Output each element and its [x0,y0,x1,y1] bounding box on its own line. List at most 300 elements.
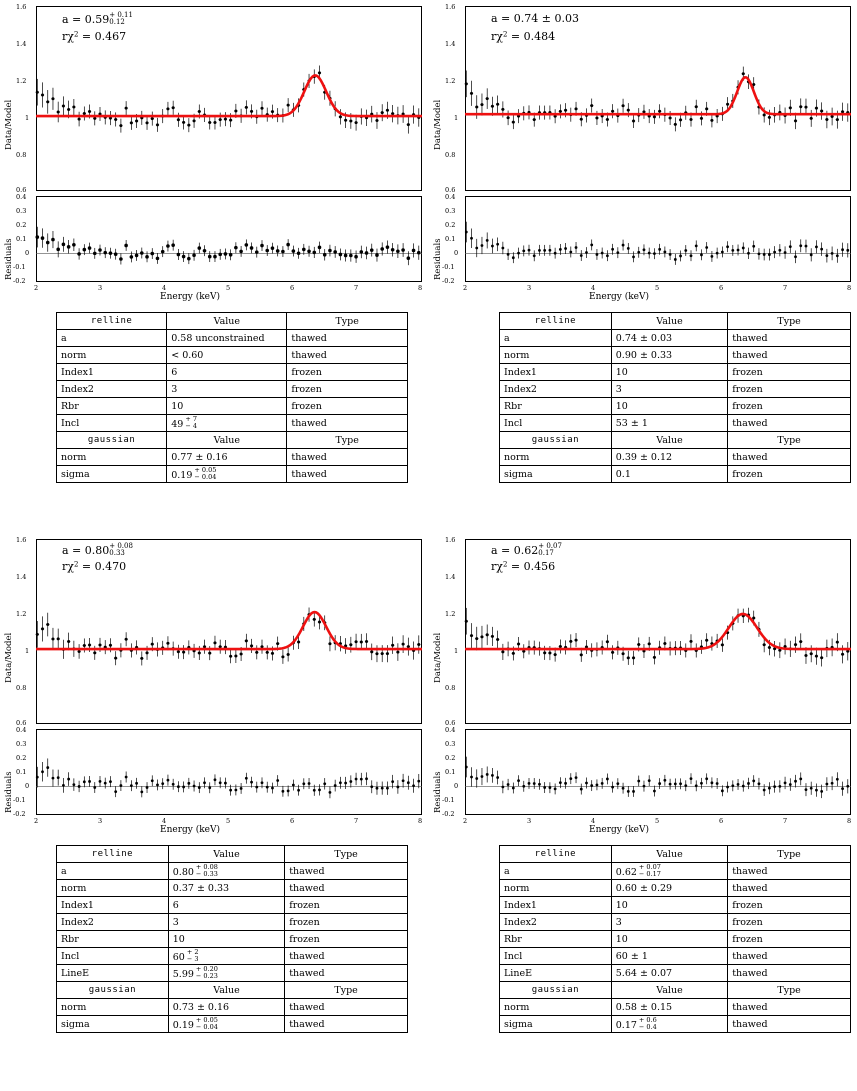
param-name: norm [500,999,612,1016]
ytick-bot-0.3: 0.3 [445,740,456,748]
ytick-bot-0.1: 0.1 [16,768,27,776]
table-row [500,415,851,432]
table-col-type: Type [287,313,408,330]
annot-chi-sup: 2 [73,560,79,569]
xtick-5: 5 [226,284,231,292]
ytick-bot-0.2: 0.2 [16,754,27,762]
xtick-8: 8 [418,817,423,825]
table-row [57,1016,408,1033]
param-name: Incl [500,948,612,965]
ytick-top-1: 1 [25,647,30,655]
xtick-3: 3 [527,817,532,825]
param-name: Index2 [57,914,169,931]
table-model-name: gaussian [500,432,612,449]
ytick-top-1.6: 1.6 [445,536,456,544]
annot-chi-sup: 2 [73,30,79,39]
param-value-main: 0.19 [171,469,193,481]
annot-chi-value: = 0.456 [510,560,556,573]
param-value: 53 ± 1 [611,415,727,432]
xtick-5: 5 [226,817,231,825]
annot-a-err-dn: 0.12 [109,18,125,26]
panel-top-right [429,0,857,520]
param-type: thawed [285,965,408,982]
xtick-7: 7 [783,284,788,292]
param-name: norm [500,449,612,466]
param-type: thawed [728,948,851,965]
param-name: norm [57,999,169,1016]
table-model-name: relline [500,313,612,330]
annot-chi-label: rχ [62,560,74,573]
plot-canvas-top-right [429,0,857,300]
xtick-6: 6 [290,817,295,825]
table-row [500,914,851,931]
table-row [57,897,408,914]
table-col-value: Value [611,313,727,330]
xtick-8: 8 [418,284,423,292]
param-name: Incl [57,948,169,965]
param-err-up: + 0.07 [638,863,661,871]
xtick-2: 2 [34,817,39,825]
param-value-main: 0.80 [172,866,194,878]
param-name: a [57,863,169,880]
panel-bottom-left [0,533,428,1091]
param-type: frozen [728,897,851,914]
table-col-value: Value [167,313,287,330]
table-relline-top-right [499,312,851,483]
table-header-row [500,432,851,449]
table-row [57,863,408,880]
table-row [57,931,408,948]
param-type: thawed [728,347,851,364]
annot-chi-value: = 0.470 [81,560,127,573]
ytick-bot-0.4: 0.4 [445,193,456,201]
param-value [167,415,287,432]
param-value: 3 [611,381,727,398]
table-row [500,364,851,381]
param-name: sigma [57,1016,169,1033]
ytick-bot-0.2: 0.2 [16,221,27,229]
param-value: 60 ± 1 [611,948,727,965]
ytick-bot--0.1: -0.1 [442,796,455,804]
xtick-8: 8 [847,284,852,292]
param-type: thawed [728,449,851,466]
param-type: thawed [287,330,408,347]
annot-a-label: a = 0.74 ± 0.03 [491,12,579,25]
ytick-top-1.4: 1.4 [16,40,27,48]
param-value: 0.73 ± 0.16 [168,999,284,1016]
ytick-top-1: 1 [454,114,459,122]
ytick-bot--0.2: -0.2 [13,277,26,285]
ytick-bot--0.2: -0.2 [442,810,455,818]
param-name: Rbr [57,931,169,948]
table-row [57,880,408,897]
table-header-row [500,846,851,863]
ytick-top-0.6: 0.6 [16,186,27,194]
ytick-top-0.6: 0.6 [445,186,456,194]
param-name: Incl [57,415,167,432]
ytick-top-1.2: 1.2 [445,77,456,85]
param-value [168,965,284,982]
param-err-up: + 0.08 [195,863,218,871]
table-relline-bottom-right [499,845,851,1033]
param-value [168,948,284,965]
param-type: frozen [285,897,408,914]
param-type: thawed [285,1016,408,1033]
annot-chi-label: rχ [62,30,74,43]
plot-canvas-top-left [0,0,428,300]
ytick-top-1: 1 [454,647,459,655]
table-row [57,381,408,398]
annot-a-label: a = 0.59 [62,12,110,26]
param-value [611,1016,727,1033]
param-value: 0.39 ± 0.12 [611,449,727,466]
ytick-bot-0: 0 [25,782,30,790]
param-type: thawed [287,347,408,364]
ytick-bot-0.3: 0.3 [16,207,27,215]
ytick-top-0.8: 0.8 [445,684,456,692]
table-row [500,1016,851,1033]
ytick-bot--0.1: -0.1 [13,263,26,271]
ytick-bot-0.4: 0.4 [16,193,27,201]
param-value: 10 [611,398,727,415]
ytick-top-1.2: 1.2 [16,610,27,618]
param-name: norm [500,880,612,897]
annot-chi-value: = 0.467 [81,30,127,43]
param-name: Incl [500,415,612,432]
param-value-main: 5.99 [172,968,194,980]
table-row [500,398,851,415]
param-type: thawed [728,999,851,1016]
param-err-dn: − 0.23 [195,971,218,980]
table-row [500,466,851,483]
xtick-8: 8 [847,817,852,825]
param-name: Rbr [500,398,612,415]
param-err-dn: − 0.33 [195,869,218,878]
table-model-name: gaussian [500,982,612,999]
ytick-bot-0: 0 [454,249,459,257]
param-type: thawed [728,415,851,432]
ytick-top-1.4: 1.4 [445,573,456,581]
param-type: thawed [287,466,408,483]
table-row [500,880,851,897]
ytick-bot-0.1: 0.1 [445,235,456,243]
table-row [500,863,851,880]
panel-bottom-right [429,533,857,1091]
table-row [57,330,408,347]
ytick-top-1.2: 1.2 [445,610,456,618]
table-row [57,965,408,982]
table-relline-top-left [56,312,408,483]
table-row [500,931,851,948]
ytick-bot--0.1: -0.1 [442,263,455,271]
param-type: frozen [287,364,408,381]
table-col-value: Value [611,432,727,449]
ytick-bot-0.2: 0.2 [445,221,456,229]
table-col-type: Type [728,313,851,330]
annot-chi-label: rχ [491,560,503,573]
param-type: frozen [728,364,851,381]
x-axis-title: Energy (keV) [589,825,650,835]
table-row [57,415,408,432]
ytick-bot--0.2: -0.2 [13,810,26,818]
param-name: sigma [57,466,167,483]
param-value-main: 49 [171,418,184,430]
table-col-type: Type [285,846,408,863]
param-type: thawed [287,415,408,432]
param-value: 0.60 ± 0.29 [611,880,727,897]
table-header-row [57,982,408,999]
param-name: Index1 [500,897,612,914]
param-type: frozen [728,466,851,483]
param-type: thawed [285,948,408,965]
param-name: LineE [500,965,612,982]
ytick-top-1.6: 1.6 [16,3,27,11]
table-row [500,965,851,982]
y-axis-label-top: Data/Model [4,632,14,683]
param-name: a [500,330,612,347]
x-axis-title: Energy (keV) [160,292,221,302]
table-relline-bottom-left [56,845,408,1033]
param-type: thawed [728,1016,851,1033]
annot-chi-label: rχ [491,30,503,43]
param-err-up: + 0.05 [194,466,217,474]
ytick-bot-0.2: 0.2 [445,754,456,762]
table-header-row [57,432,408,449]
param-err-dn: − 3 [186,954,199,963]
param-err-up: + 0.6 [638,1016,657,1024]
param-type: thawed [285,880,408,897]
param-value-main: 0.19 [172,1019,194,1031]
param-err-dn: − 0.04 [195,1022,218,1031]
param-type: frozen [728,398,851,415]
param-name: Rbr [57,398,167,415]
table-row [500,347,851,364]
annot-a-err-dn: 0.17 [538,549,554,557]
param-type: thawed [728,880,851,897]
table-col-type: Type [728,982,851,999]
param-name: Index1 [500,364,612,381]
xtick-7: 7 [354,284,359,292]
ytick-bot-0.1: 0.1 [445,768,456,776]
param-name: norm [500,347,612,364]
table-header-row [57,846,408,863]
x-axis-title: Energy (keV) [160,825,221,835]
param-name: Index2 [57,381,167,398]
table-row [500,999,851,1016]
table-row [57,449,408,466]
table-row [57,398,408,415]
param-type: frozen [285,914,408,931]
table-row [500,897,851,914]
table-col-value: Value [168,982,284,999]
param-type: frozen [728,914,851,931]
ytick-bot--0.2: -0.2 [442,277,455,285]
ytick-top-0.8: 0.8 [445,151,456,159]
param-name: sigma [500,466,612,483]
param-type: thawed [285,863,408,880]
table-header-row [500,982,851,999]
param-value [168,863,284,880]
table-row [500,330,851,347]
param-value: 5.64 ± 0.07 [611,965,727,982]
annot-a-err-up: + 0.11 [109,11,133,19]
param-name: norm [57,880,169,897]
x-axis-title: Energy (keV) [589,292,650,302]
param-value: < 0.60 [167,347,287,364]
ytick-top-1: 1 [25,114,30,122]
param-value: 10 [611,931,727,948]
table-row [57,999,408,1016]
xtick-3: 3 [98,817,103,825]
ytick-top-1.4: 1.4 [16,573,27,581]
param-type: thawed [728,330,851,347]
annot-a-label: a = 0.80 [62,543,110,557]
xtick-6: 6 [290,284,295,292]
ytick-top-0.6: 0.6 [445,719,456,727]
param-err-up: + 7 [185,415,197,423]
table-row [500,449,851,466]
ytick-top-1.6: 1.6 [445,3,456,11]
annot-a-err-up: + 0.08 [109,542,133,550]
ytick-bot-0.3: 0.3 [16,740,27,748]
param-type: thawed [285,999,408,1016]
xtick-7: 7 [783,817,788,825]
table-row [500,948,851,965]
y-axis-label-top: Data/Model [4,99,14,150]
param-name: a [57,330,167,347]
annot-chi-value: = 0.484 [510,30,556,43]
ytick-top-0.8: 0.8 [16,684,27,692]
ytick-bot-0.4: 0.4 [445,726,456,734]
table-row [57,914,408,931]
table-model-name: relline [57,313,167,330]
xtick-2: 2 [463,284,468,292]
annot-chi-sup: 2 [502,30,508,39]
xtick-5: 5 [655,817,660,825]
panel-top-left [0,0,428,520]
ytick-bot-0: 0 [454,782,459,790]
param-value-main: 0.17 [615,1019,637,1031]
table-model-name: relline [500,846,612,863]
table-col-type: Type [728,432,851,449]
xtick-6: 6 [719,284,724,292]
param-type: frozen [728,381,851,398]
param-type: frozen [287,398,408,415]
param-value: 10 [168,931,284,948]
annot-a-err-up: + 0.07 [538,542,562,550]
param-value: 10 [167,398,287,415]
table-header-row [500,313,851,330]
param-type: thawed [728,965,851,982]
param-err-up: + 0.05 [195,1016,218,1024]
param-type: frozen [287,381,408,398]
param-value: 3 [168,914,284,931]
param-value: 10 [611,897,727,914]
xtick-4: 4 [162,817,167,825]
ytick-top-1.6: 1.6 [16,536,27,544]
ytick-bot-0.1: 0.1 [16,235,27,243]
plot-canvas-bottom-right [429,533,857,833]
annot-chi-sup: 2 [502,560,508,569]
param-value: 0.1 [611,466,727,483]
param-value [611,863,727,880]
param-name: Index1 [57,364,167,381]
table-model-name: gaussian [57,432,167,449]
param-name: norm [57,449,167,466]
param-value: 0.74 ± 0.03 [611,330,727,347]
param-value: 0.58 ± 0.15 [611,999,727,1016]
table-col-type: Type [287,432,408,449]
annot-a-err-dn: 0.33 [109,549,125,557]
param-value [167,466,287,483]
param-name: Index2 [500,914,612,931]
table-row [57,466,408,483]
param-err-dn: − 0.4 [638,1022,657,1031]
y-axis-label-bottom: Residuals [4,238,14,280]
param-value: 3 [167,381,287,398]
param-err-dn: − 4 [185,421,197,430]
ytick-bot-0: 0 [25,249,30,257]
ytick-top-0.8: 0.8 [16,151,27,159]
param-value: 3 [611,914,727,931]
table-row [500,381,851,398]
param-err-dn: − 0.04 [194,472,217,481]
ytick-bot--0.1: -0.1 [13,796,26,804]
xtick-5: 5 [655,284,660,292]
y-axis-label-top: Data/Model [433,632,443,683]
y-axis-label-bottom: Residuals [4,771,14,813]
param-value-main: 0.62 [615,866,637,878]
param-name: norm [57,347,167,364]
annot-a-label: a = 0.62 [491,543,539,557]
param-value [168,1016,284,1033]
param-value: 0.58 unconstrained [167,330,287,347]
table-col-type: Type [728,846,851,863]
table-model-name: relline [57,846,169,863]
ytick-bot-0.4: 0.4 [16,726,27,734]
xtick-4: 4 [162,284,167,292]
xtick-2: 2 [34,284,39,292]
y-axis-label-top: Data/Model [433,99,443,150]
param-type: frozen [728,931,851,948]
table-col-type: Type [285,982,408,999]
xtick-7: 7 [354,817,359,825]
table-col-value: Value [611,982,727,999]
xtick-3: 3 [98,284,103,292]
y-axis-label-bottom: Residuals [433,238,443,280]
param-name: Rbr [500,931,612,948]
table-row [57,948,408,965]
param-err-dn: − 0.17 [638,869,661,878]
param-value: 6 [167,364,287,381]
param-type: thawed [728,863,851,880]
xtick-6: 6 [719,817,724,825]
xtick-4: 4 [591,817,596,825]
table-row [57,347,408,364]
table-col-value: Value [168,846,284,863]
param-err-up: + 2 [186,948,199,956]
y-axis-label-bottom: Residuals [433,771,443,813]
param-name: Index2 [500,381,612,398]
param-value-main: 60 [172,951,185,963]
param-value: 6 [168,897,284,914]
table-col-value: Value [167,432,287,449]
param-name: LineE [57,965,169,982]
param-type: frozen [285,931,408,948]
param-err-up: + 0.20 [195,965,218,973]
param-value: 0.37 ± 0.33 [168,880,284,897]
ytick-top-0.6: 0.6 [16,719,27,727]
